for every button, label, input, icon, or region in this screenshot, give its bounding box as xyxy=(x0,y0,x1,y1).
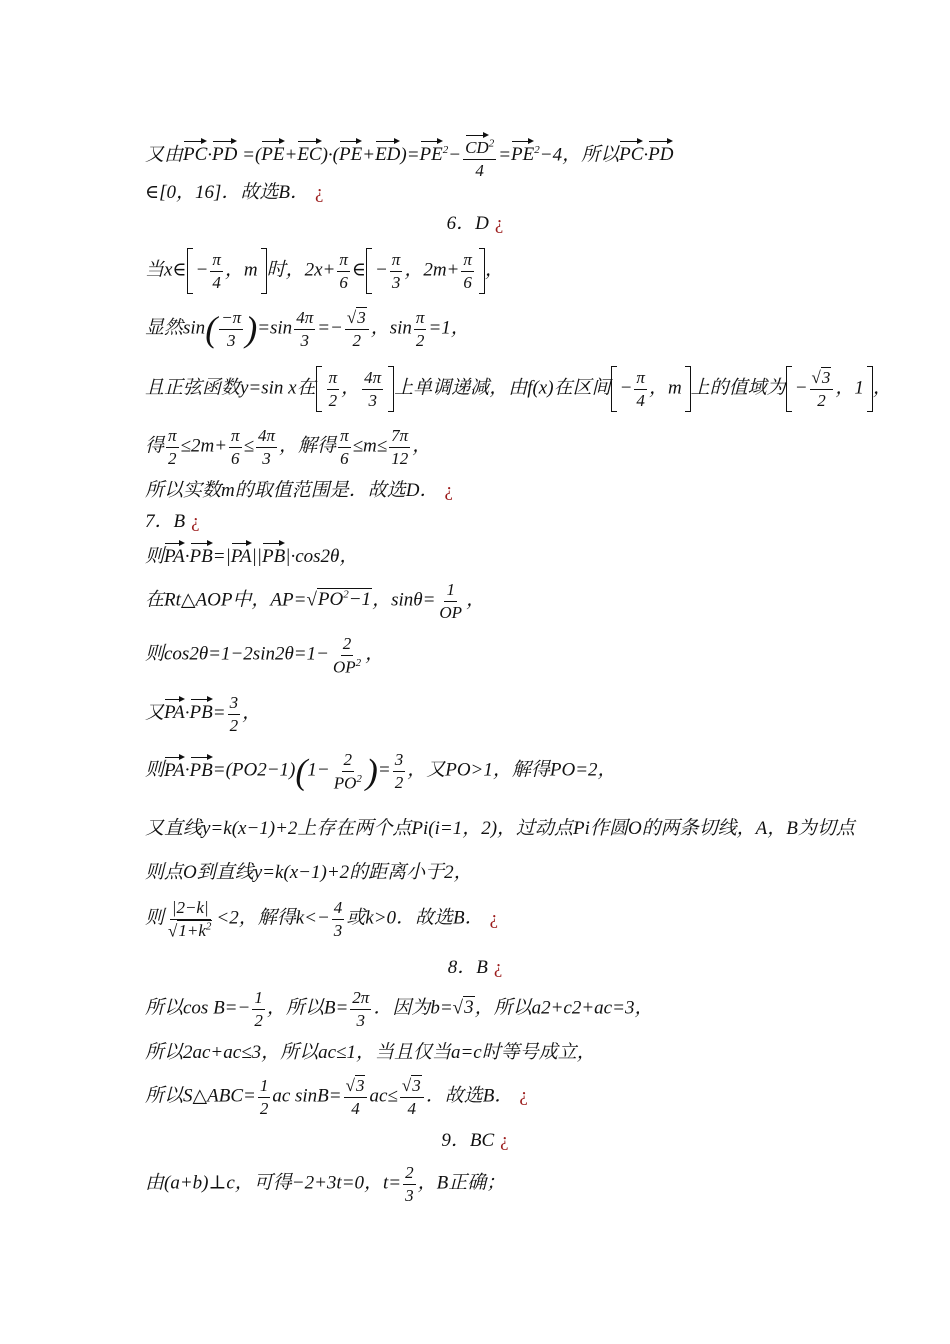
text-line: 显然sin( $\frac{-\pi}{3}$ )=sin $\frac{4\pi}{3}$ =− $\frac{√3}{2}$ ，sin $\frac{\pi}{2}$ =1， xyxy=(145,308,470,350)
text-line: 则PA·PB=|PA||PB|·cos2θ， xyxy=(145,540,358,569)
text-line: 则cos2θ=1−2sin2θ=1− $\frac{2}{OP^2}$ ， xyxy=(145,634,385,677)
text-line: ∈[0，16]．故选B． ¿ xyxy=(145,182,324,203)
text-line: 在Rt△AOP中，$AP=√PO^2-1$，sinθ= $\frac{1}{OP}$ ， xyxy=(145,580,486,622)
question-heading: 6．D ¿ xyxy=(446,213,504,234)
text-line: 则PA·PB=(PO2−1)(1− $\frac{2}{PO^2}$ )= $\frac{3}{2}$ ，又PO>1，解得PO=2， xyxy=(145,750,617,793)
text-line: 又直线y=k(x−1)+2上存在两个点Pi(i=1，2)，过动点Pi作圆O的两条切线，A，B为切点 xyxy=(145,818,855,839)
text-line: 得 $\frac{\pi}{2}$ ≤2m+ $\frac{\pi}{6}$ ≤ $\frac{4\pi}{3}$ ，解得 $\frac{\pi}{6}$ ≤m≤ $\frac{7\pi}{12}$ ， xyxy=(145,426,432,468)
question-heading: 8．B ¿ xyxy=(447,957,503,978)
text-line: 则 $\frac{|2-k|}{√1+k^2}$ <2，解得k<− $\frac{4}{3}$ 或k>0．故选B． ¿ xyxy=(145,898,499,941)
text-line: 则点O到直线y=k(x−1)+2的距离小于2， xyxy=(145,862,473,883)
text-line: 当x∈ − $\frac{\pi}{4}$ ，m 时，2x+ $\frac{\pi}{6}$ ∈ − $\frac{\pi}{3}$ ，2m+ $\frac{\pi}{6}$ ， xyxy=(145,248,504,294)
text-line: 由(a+b)⊥c，可得−2+3t=0，t= $\frac{2}{3}$ ，B正确； xyxy=(145,1163,506,1205)
text-line: 所以实数m的取值范围是．故选D． ¿ xyxy=(145,480,453,501)
text-line: 所以S△ABC= $\frac{1}{2}$ ac sinB= $\frac{√3}{4}$ ac≤ $\frac{√3}{4}$ ．故选B． ¿ xyxy=(145,1076,528,1118)
question-heading: 9．BC ¿ xyxy=(441,1130,509,1151)
text-line: 所以2ac+ac≤3，所以ac≤1，当且仅当a=c时等号成立， xyxy=(145,1042,596,1063)
text-line: 又PA·PB= $\frac{3}{2}$ ， xyxy=(145,693,262,735)
text-line: 且正弦函数y=sin x在 $\frac{\pi}{2}$ ， $\frac{4\pi}{3}$ 上单调递减，由f(x)在区间 − $\frac{\pi}{4}$ ，m 上的值域为 − $\frac{√3}{2}$ ，1 ， xyxy=(145,366,892,412)
text-line: 所以cos B=− $\frac{1}{2}$ ，所以B= $\frac{2\pi}{3}$ ．因为b=√3，所以a2+c2+ac=3， xyxy=(145,988,654,1030)
text-line: 又由$PC\cdot PD =(PE+EC)\cdot(PE+ED)=PE^2-$ $\frac{CD^2}{4}$ $=PE^2-4$，所以PC·PD xyxy=(145,132,673,180)
question-heading: 7．B ¿ xyxy=(145,511,200,532)
